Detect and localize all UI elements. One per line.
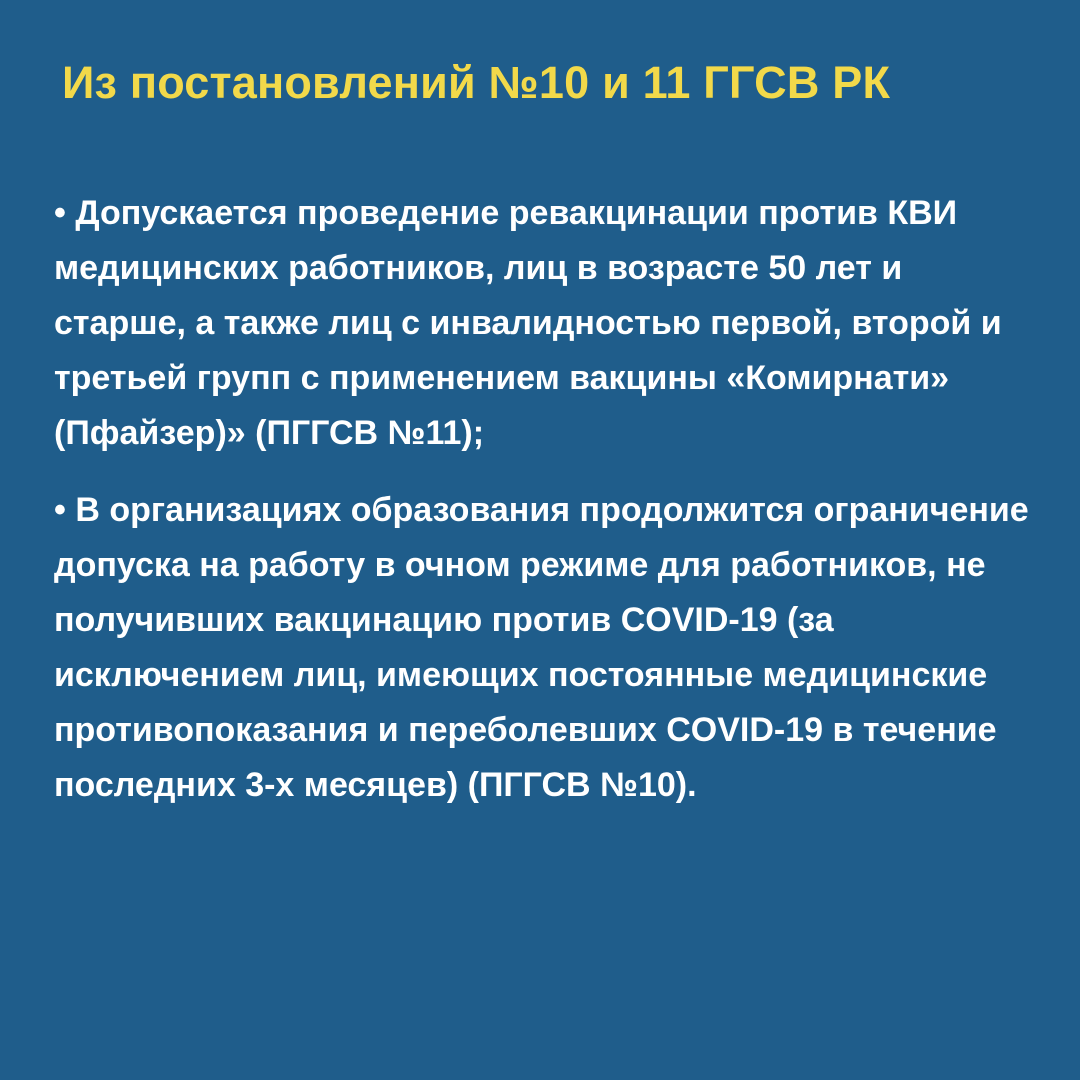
bullet-icon: • — [54, 491, 66, 529]
slide-title: Из постановлений №10 и 11 ГГСВ РК — [62, 57, 891, 108]
bullet-list — [54, 186, 1034, 813]
bullet-text: В организациях образования продолжится ограничение допуска на работу в очном режиме для работников, не получивших вакцинацию против COVID-19 (за исключением лиц, имеющих постоянные медицинские противопоказания и переболевших COVID-19 в течение последних 3-х месяцев) (ПГГСВ №10). — [54, 491, 1029, 804]
bullet-item-education-restriction — [54, 483, 1034, 813]
bullet-icon: • — [54, 194, 66, 232]
bullet-item-revaccination — [54, 186, 1034, 461]
bullet-text: Допускается проведение ревакцинации против КВИ медицинских работников, лиц в возрасте 50 лет и старше, а также лиц с инвалидностью первой, второй и третьей групп с применением вакцины «Комирнати» (Пфайзер)» (ПГГСВ №11); — [54, 194, 1002, 452]
